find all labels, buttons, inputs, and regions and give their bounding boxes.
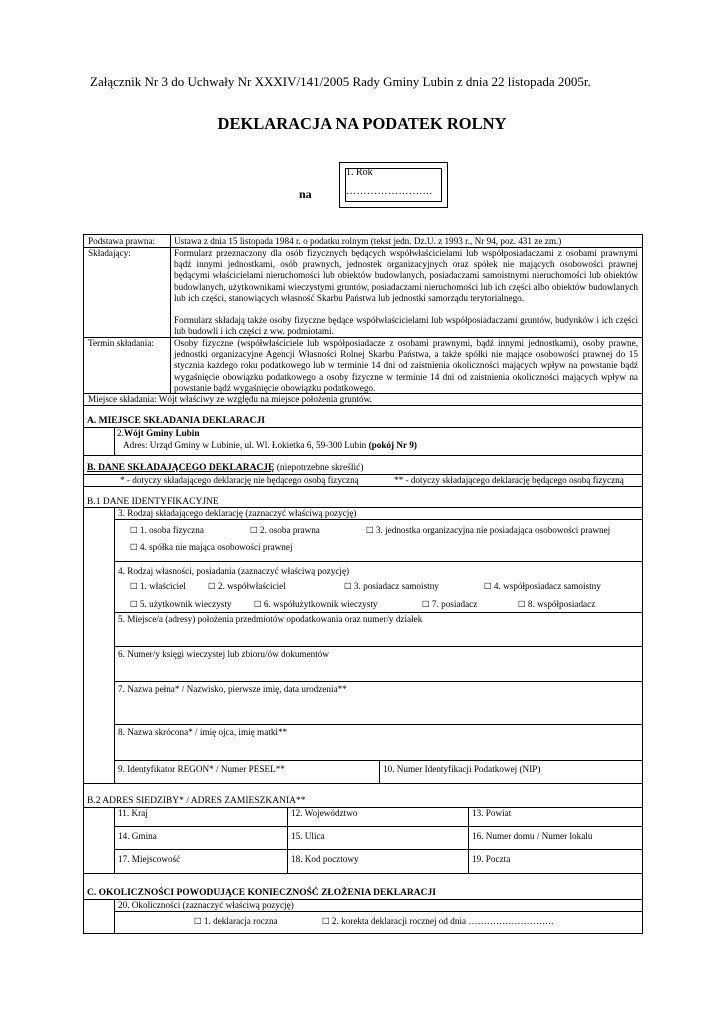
option-label: 7. posiadacz	[431, 599, 478, 609]
urzad-address	[123, 440, 417, 451]
checkbox[interactable]: ☐	[130, 543, 138, 553]
option-deklaracja-roczna[interactable]	[194, 916, 278, 928]
column-divider	[287, 807, 288, 873]
section-c-title: C. OKOLICZNOŚCI POWODUJĄCE KONIECZNOŚĆ ZŁOŻENIA DEKLARACJI	[87, 888, 436, 898]
option-label: 3. posiadacz samoistny	[353, 581, 439, 591]
field-19-poczta[interactable]: 19. Poczta	[472, 854, 511, 864]
option-osoba-fizyczna[interactable]	[130, 525, 204, 537]
option-wspolposiadacz-samoistny[interactable]	[484, 581, 601, 593]
field-9-label[interactable]: 9. Identyfikator REGON* / Numer PESEL**	[118, 764, 285, 774]
divider	[84, 807, 642, 808]
option-wspolwlasciciel[interactable]	[208, 581, 286, 593]
option-wlasciciel[interactable]	[130, 581, 186, 593]
option-wspoluzytkownik-wieczysty[interactable]	[254, 599, 377, 611]
skladajacy-text: Formularz przeznaczony dla osób fizycznych będących współwłaścicielami lub współposiadaczami z osobami prawnymi bądź innymi jednostkami, osób prawnych, jednostek organizacyjnych oraz spółek nie mających osobowości prawnej będącymi właścicielami nieruchomości lub obiektów budowlanych, posiadaczami samoistnymi nieruchomości lub obiektów budowlanych, użytkownikami wieczystymi gruntów, posiadaczami nieruchomości lub ich części albo obiektów budowlanych lub ich części, stanowiących własność Skarbu Państwa lub jednostki samorządu terytorialnego.	[174, 248, 638, 303]
field-3-label: 3. Rodzaj składającego deklarację (zaznaczyć właściwą pozycję)	[118, 508, 357, 518]
wojt-name: Wójt Gminy Lubin	[123, 428, 200, 438]
divider	[114, 724, 642, 725]
checkbox[interactable]: ☐	[208, 582, 216, 592]
divider	[84, 405, 642, 406]
field-6-label[interactable]: 6. Numer/y księgi wieczystej lub zbioru/ów dokumentów	[118, 649, 330, 659]
na-label: na	[299, 187, 312, 201]
skladajacy-text-2: Formularz składają także osoby fizyczne będące współwłaścicielami lub współposiadaczami gruntów, budynków i ich części lub budowli i ich części z ww. podmiotami.	[174, 315, 638, 337]
podstawa-label: Podstawa prawna:	[88, 236, 156, 246]
info-column-divider	[170, 235, 171, 393]
divider	[114, 760, 642, 761]
checkbox[interactable]: ☐	[130, 582, 138, 592]
field-8-label[interactable]: 8. Nazwa skrócona* / imię ojca, imię matki**	[118, 727, 288, 737]
option-jednostka-organizacyjna[interactable]	[366, 525, 610, 537]
divider	[114, 911, 642, 912]
option-label: 8. współposiadacz	[527, 599, 596, 609]
divider	[84, 783, 642, 784]
footnote-natural-person: ** - dotyczy składającego deklarację będącego osobą fizyczną	[394, 475, 624, 485]
field-5-label[interactable]: 5. Miejsce/a (adresy) położenia przedmiotów opodatkowania oraz numer/y działek	[118, 614, 423, 624]
divider	[114, 646, 642, 647]
b2-title: B.2 ADRES SIEDZIBY* / ADRES ZAMIESZKANIA**	[87, 796, 306, 806]
option-label: 5. użytkownik wieczysty	[139, 599, 232, 609]
divider	[114, 681, 642, 682]
option-posiadacz-samoistny[interactable]	[344, 581, 439, 593]
option-label: 2. korekta deklaracji rocznej od dnia ……………………….	[331, 916, 554, 926]
annex-reference: Załącznik Nr 3 do Uchwały Nr XXXIV/141/2005 Rady Gminy Lubin z dnia 22 listopada 2005r.	[90, 74, 591, 89]
checkbox[interactable]: ☐	[484, 582, 492, 592]
checkbox[interactable]: ☐	[422, 600, 430, 610]
option-posiadacz[interactable]	[422, 599, 477, 611]
checkbox[interactable]: ☐	[518, 600, 526, 610]
b1-title: B.1 DANE IDENTYFIKACYJNE	[87, 497, 219, 507]
indent-line	[114, 427, 115, 455]
option-korekta-deklaracji[interactable]	[322, 916, 553, 928]
checkbox[interactable]: ☐	[130, 600, 138, 610]
option-uzytkownik-wieczysty[interactable]	[130, 599, 232, 611]
option-osoba-prawna[interactable]	[250, 525, 320, 537]
section-b-heading: B. DANE SKŁADAJĄCEGO DEKLARACJĘ	[87, 463, 275, 473]
section-b-title	[87, 463, 364, 474]
field-16-numer-domu[interactable]: 16. Numer domu / Numer lokalu	[472, 831, 593, 841]
checkbox[interactable]: ☐	[250, 526, 258, 536]
termin-label: Termin składania:	[88, 338, 154, 348]
field-12-wojewodztwo[interactable]: 12. Województwo	[291, 808, 358, 818]
declaration-form	[83, 234, 643, 934]
document-title: DEKLARACJA NA PODATEK ROLNY	[217, 114, 507, 133]
option-label: 3. jednostka organizacyjna nie posiadająca osobowości prawnej	[375, 525, 611, 535]
field-20-label: 20. Okoliczności (zaznaczyć właściwą pozycję)	[118, 900, 294, 910]
option-label: 1. osoba fizyczna	[139, 525, 204, 535]
checkbox[interactable]: ☐	[322, 917, 330, 927]
divider	[114, 826, 642, 827]
option-label: 2. osoba prawna	[259, 525, 320, 535]
podstawa-text: Ustawa z dnia 15 listopada 1984 r. o podatku rolnym (tekst jedn. Dz.U. z 1993 r., Nr 94, poz. 431 ze zm.)	[174, 236, 562, 246]
field-14-gmina[interactable]: 14. Gmina	[118, 831, 157, 841]
checkbox[interactable]: ☐	[366, 526, 374, 536]
option-label: 4. współposiadacz samoistny	[493, 581, 601, 591]
field-11-kraj[interactable]: 11. Kraj	[118, 808, 148, 818]
option-label: 6. współużytkownik wieczysty	[263, 599, 378, 609]
indent-line	[114, 507, 115, 783]
divider	[84, 455, 642, 456]
miejsce-text: Miejsce składania: Wójt właściwy ze względu na miejsce położenia gruntów.	[88, 394, 372, 404]
field-18-kod-pocztowy[interactable]: 18. Kod pocztowy	[291, 854, 359, 864]
indent-line	[114, 807, 115, 873]
option-label: 4. spółka nie mająca osobowości prawnej	[139, 542, 293, 552]
skladajacy-label: Składający:	[88, 248, 131, 258]
year-field-box[interactable]	[339, 162, 448, 208]
termin-text: Osoby fizyczne (współwłaściciele lub współposiadacze z osobami prawnymi, bądź innymi jednostkami), osoby prawne, jednostki organizacyjne Agencji Własności Rolnej Skarbu Państwa, a także spółki nie mające osobowości prawnej do 15 stycznia każdego roku podatkowego lub w terminie 14 dni od zaistnienia okoliczności mających wpływ na powstanie bądź wygaśnięcie obowiązku podatkowego a osoby fizyczne w terminie 14 dni od zaistnienia okoliczności mających wpływ na powstanie bądź wygaśnięcie obowiązku podatkowego.	[174, 338, 638, 393]
option-label: 1. właściciel	[139, 581, 186, 591]
field-2-number: 2.	[117, 428, 124, 438]
field-7-label[interactable]: 7. Nazwa pełna* / Nazwisko, pierwsze imię, data urodzenia**	[118, 684, 347, 694]
field-15-ulica[interactable]: 15. Ulica	[291, 831, 325, 841]
section-a-title: A. MIEJSCE SKŁADANIA DEKLARACJI	[87, 416, 265, 426]
option-label: 2. współwłaściciel	[217, 581, 286, 591]
section-b-note: (niepotrzebne skreślić)	[274, 463, 364, 473]
checkbox[interactable]: ☐	[344, 582, 352, 592]
divider	[84, 873, 642, 874]
indent-line	[114, 899, 115, 934]
option-spolka[interactable]	[130, 542, 293, 554]
option-wspolposiadacz[interactable]	[518, 599, 595, 611]
option-label: 1. deklaracja roczna	[203, 916, 278, 926]
checkbox[interactable]: ☐	[254, 600, 262, 610]
column-divider	[468, 807, 469, 873]
divider	[114, 519, 642, 520]
field-13-powiat[interactable]: 13. Powiat	[472, 808, 512, 818]
year-field-label: 1. Rok	[346, 167, 373, 178]
divider	[84, 486, 642, 487]
divider	[114, 561, 642, 562]
column-divider	[379, 760, 380, 783]
address-text: Adres: Urząd Gminy w Lubinie, ul. Wl. Łokietka 6, 59-300 Lubin	[123, 440, 369, 450]
field-4-label: 4. Rodzaj własności, posiadania (zaznaczyć właściwą pozycję)	[118, 566, 350, 576]
field-10-label[interactable]: 10. Numer Identyfikacji Podatkowej (NIP)	[383, 764, 541, 774]
divider	[114, 612, 642, 613]
room-number: (pokój Nr 9)	[368, 440, 417, 450]
checkbox[interactable]: ☐	[194, 917, 202, 927]
divider	[114, 849, 642, 850]
checkbox[interactable]: ☐	[130, 526, 138, 536]
year-field-value[interactable]: ………………….…	[346, 186, 433, 197]
field-2-wojt	[117, 428, 199, 439]
field-17-miejscowosc[interactable]: 17. Miejscowość	[118, 854, 181, 864]
footnote-legal-entity: * - dotyczy składającego deklarację nie będącego osobą fizyczną	[120, 475, 359, 485]
